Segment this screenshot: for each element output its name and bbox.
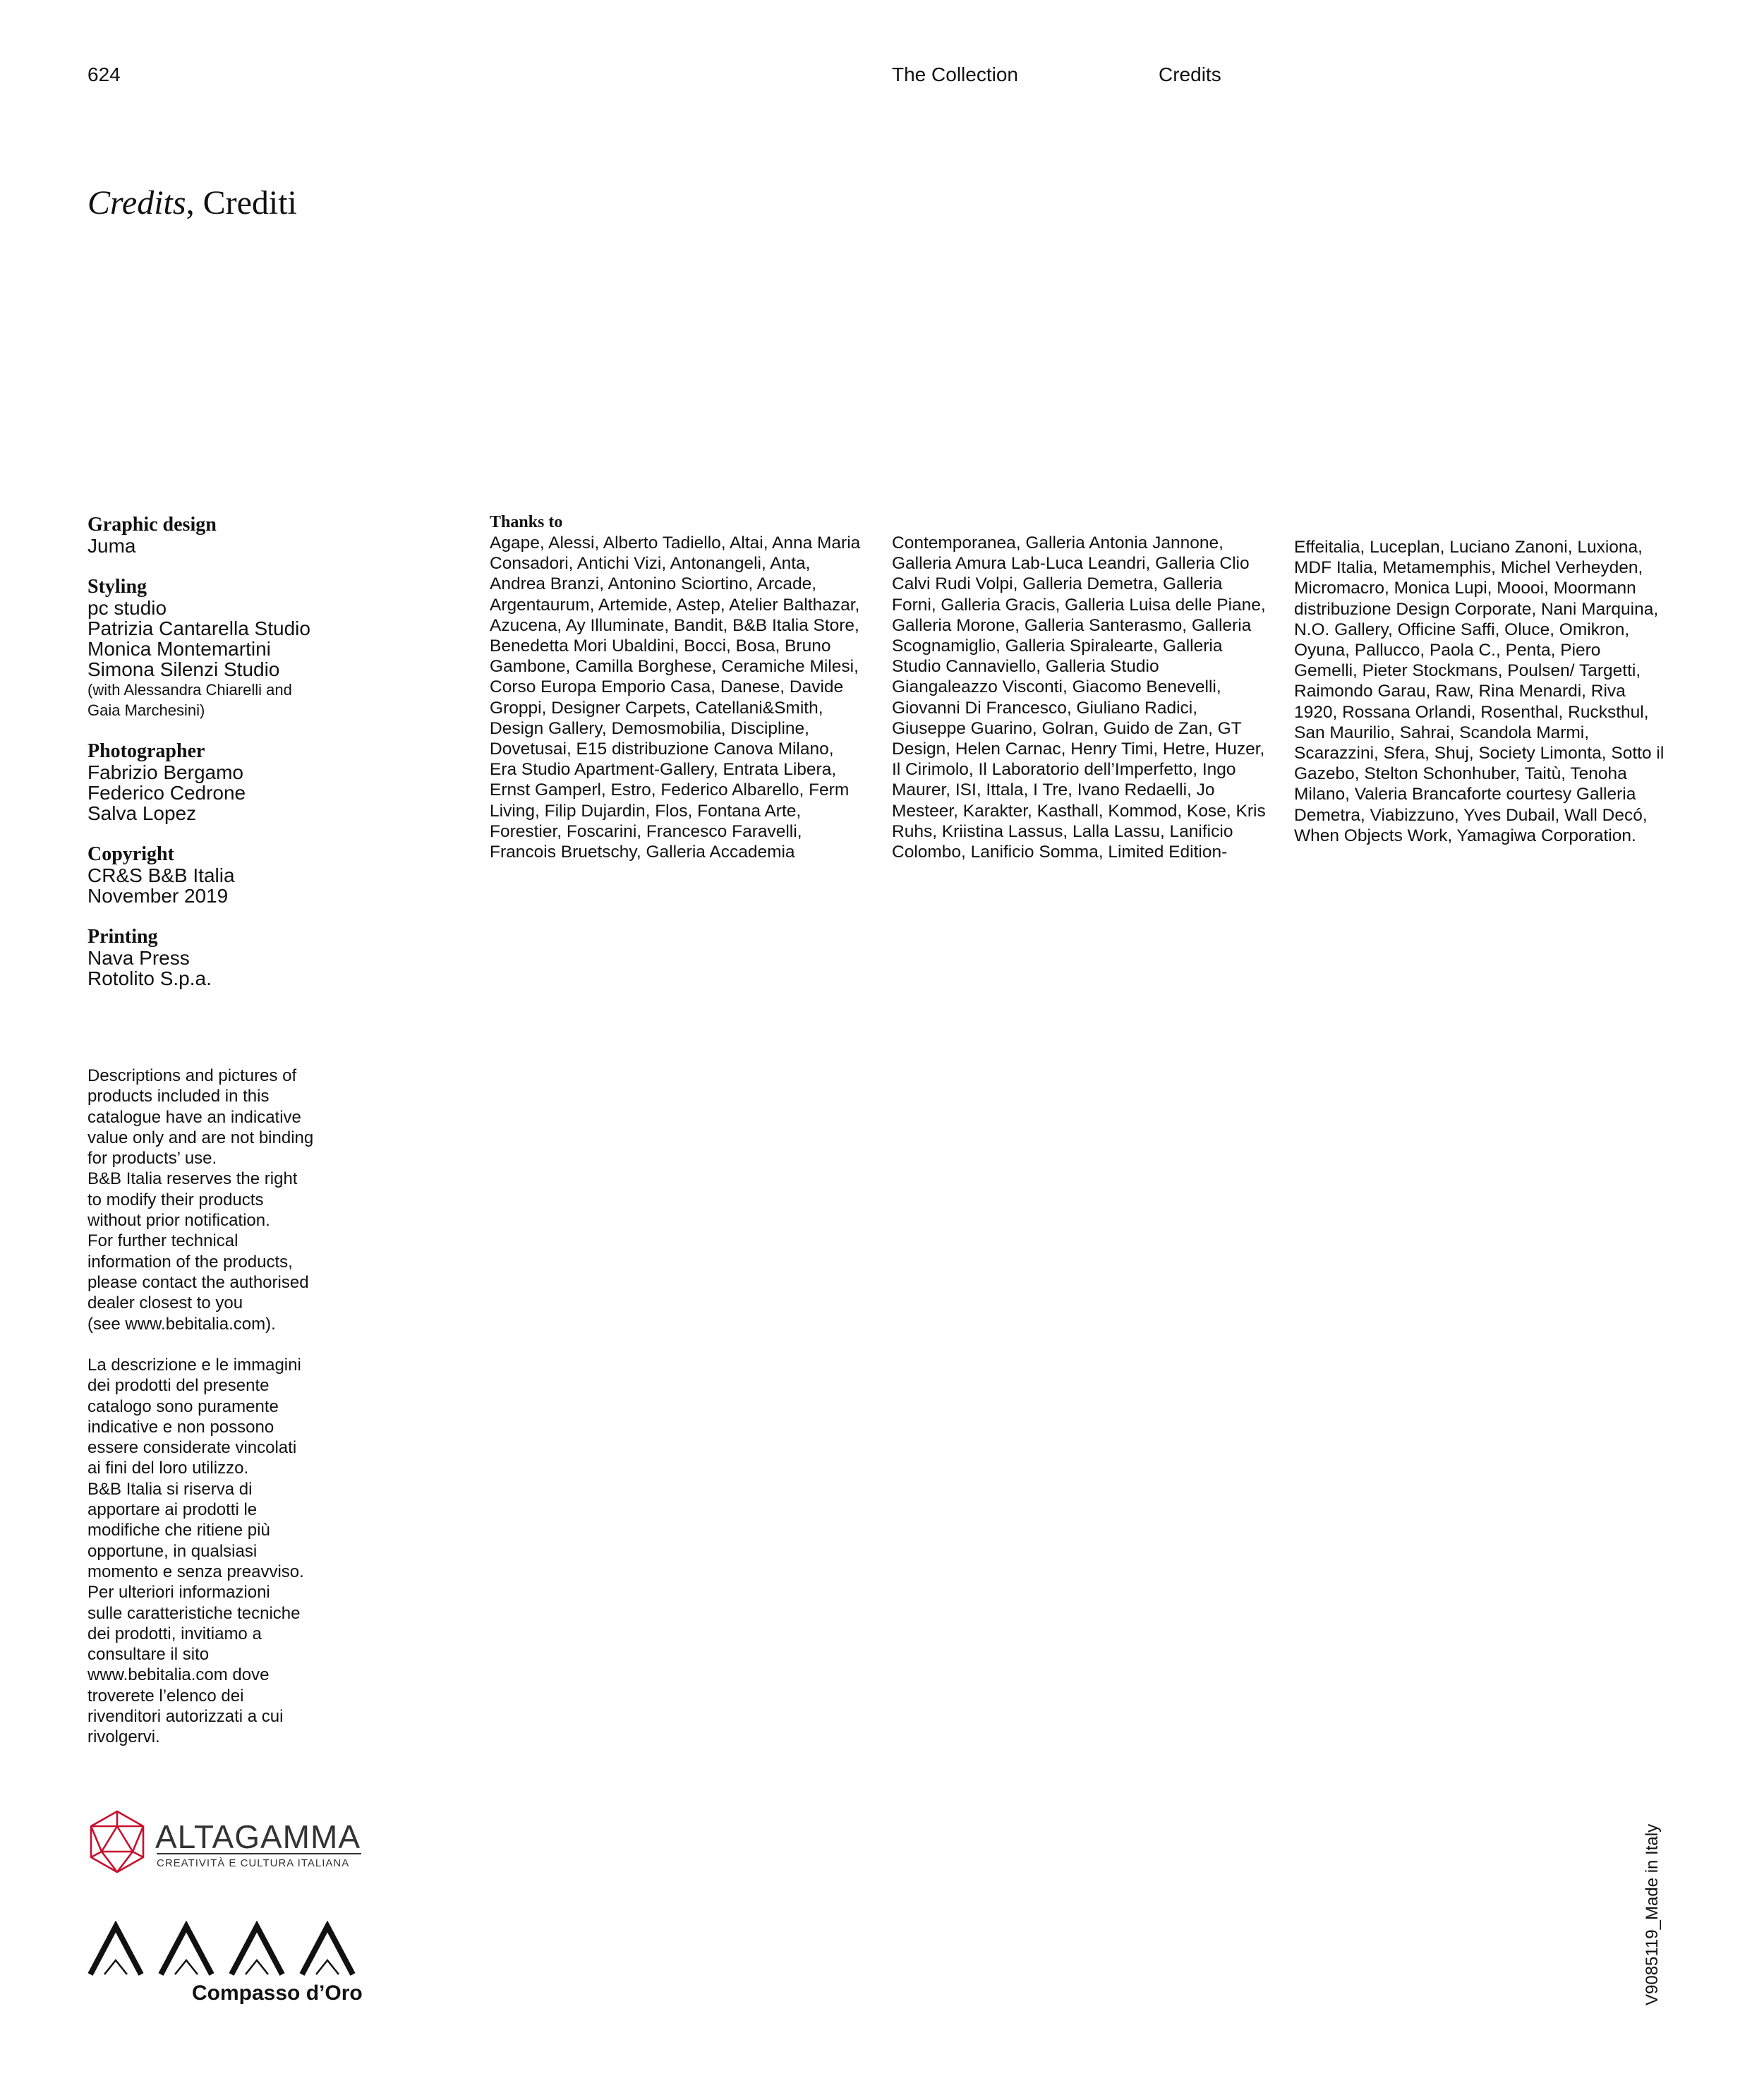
- page-title-italic: Credits: [87, 184, 186, 222]
- altagamma-name: ALTAGAMMA: [155, 1818, 361, 1855]
- thanks-text-1: Agape, Alessi, Alberto Tadiello, Altai, Anna Maria Consadori, Antichi Vizi, Antonangeli, Anta, Andrea Branzi, Antonino Sciortino, Arcade, Argentaurum, Artemide, Astep, Atelier Balthazar, Azucena, Ay Illuminate, Bandit, B&B Italia Store, Benedetta Mori Ubaldini, Bocci, Bosa, Bruno Gambone, Camilla Borghese, Ceramiche Milesi, Corso Europa Emporio Casa, Danese, Davide Groppi, Designer Carpets, Catellani&Smith, Design Gallery, Demosmobilia, Discipline, Dovetusai, E15 distribuzione Canova Milano, Era Studio Apartment-Gallery, Entrata Libera, Ernst Gamperl, Estro, Federico Albarello, Ferm Living, Filip Dujardin, Flos, Fontana Arte, Forestier, Foscarini, Francesco Faravelli, Francois Bruetschy, Galleria Accademia: [490, 533, 861, 862]
- credit-note: Gaia Marchesini): [87, 701, 205, 719]
- credit-printing: [87, 927, 412, 989]
- credit-value: pc studio: [87, 597, 167, 619]
- credit-photographer: [87, 741, 412, 823]
- credit-note: (with Alessandra Chiarelli and: [87, 681, 292, 699]
- product-code: V9085119_Made in Italy: [1643, 1823, 1662, 2005]
- credit-value: Patrizia Cantarella Studio: [87, 617, 310, 639]
- altagamma-divider: [157, 1853, 361, 1854]
- disclaimer-english: Descriptions and pictures of products included in this catalogue have an indicative value only and are not binding for products’ use. B&B Italia reserves the right to modify their products without prior notification. For further technical information of the products, please contact the authorised dealer closest to you (see www.bebitalia.com).: [87, 1066, 314, 1334]
- credit-value: Fabrizio Bergamo: [87, 761, 243, 783]
- page-title-regular: , Crediti: [186, 184, 297, 222]
- credit-value: Simona Silenzi Studio: [87, 658, 280, 680]
- credit-styling: [87, 577, 412, 720]
- credit-value: Federico Cedrone: [87, 782, 246, 804]
- credit-label: Printing: [87, 926, 158, 948]
- credit-graphic-design: [87, 514, 412, 556]
- credit-value: November 2019: [87, 885, 229, 907]
- altagamma-tagline: CREATIVITÀ E CULTURA ITALIANA: [157, 1857, 350, 1869]
- compasso-doro-text: Compasso d’Oro: [192, 1981, 363, 2005]
- credit-value: CR&S B&B Italia: [87, 864, 235, 886]
- section-title: The Collection: [892, 64, 1018, 85]
- credit-copyright: [87, 844, 412, 906]
- thanks-column-1: [490, 512, 864, 862]
- credit-value: Juma: [87, 535, 136, 557]
- compasso-doro-logo: [87, 1921, 370, 2005]
- credit-value: Nava Press: [87, 947, 190, 969]
- thanks-text-2: Contemporanea, Galleria Antonia Jannone, Galleria Amura Lab-Luca Leandri, Galleria Clio Calvi Rudi Volpi, Galleria Demetra, Galleria Forni, Galleria Gracis, Galleria Luisa delle Piane, Galleria Morone, Galleria Santerasmo, Galleria Scognamiglio, Galleria Spiralearte, Galleria Studio Cannaviello, Galleria Studio Giangaleazzo Visconti, Giacomo Benevelli, Giovanni Di Francesco, Giuliano Radici, Giuseppe Guarino, Golran, Guido de Zan, GT Design, Helen Carnac, Henry Timi, Hetre, Huzer, Il Cirimolo, Il Laboratorio dell’Imperfetto, Ingo Maurer, ISI, Ittala, I Tre, Ivano Redaelli, Jo Mesteer, Karakter, Kasthall, Kommod, Kose, Kris Ruhs, Kriistina Lassus, Lalla Lassu, Lanificio Colombo, Lanificio Somma, Limited Edition-: [892, 533, 1266, 862]
- credit-value: Monica Montemartini: [87, 638, 271, 660]
- credit-value: Rotolito S.p.a.: [87, 967, 212, 989]
- altagamma-logo: [87, 1809, 370, 1874]
- page-number: 624: [87, 64, 121, 85]
- altagamma-icosahedron-icon: [87, 1809, 147, 1874]
- compasso-doro-mark-icon: [87, 1921, 363, 1977]
- thanks-label: Thanks to: [490, 513, 563, 531]
- credit-label: Copyright: [87, 843, 174, 865]
- credit-label: Photographer: [87, 740, 205, 762]
- disclaimer-italian: La descrizione e le immagini dei prodotti del presente catalogo sono puramente indicative e non possono essere considerate vincolati ai fini del loro utilizzo. B&B Italia si riserva di apportare ai prodotti le modifiche che ritiene più opportune, in qualsiasi momento e senza preavviso. Per ulteriori informazioni sulle caratteristiche tecniche dei prodotti, invitiamo a consultare il sito www.bebitalia.com dove troverete l’elenco dei rivenditori autorizzati a cui rivolgervi.: [87, 1356, 304, 1747]
- subsection-title: Credits: [1159, 64, 1221, 85]
- page-title: [87, 182, 297, 224]
- credits-column: [87, 514, 412, 1009]
- credit-label: Styling: [87, 576, 147, 598]
- thanks-text-3: Effeitalia, Luceplan, Luciano Zanoni, Luxiona, MDF Italia, Metamemphis, Michel Verheyden, Micromacro, Monica Lupi, Moooi, Moormann distribuzione Design Corporate, Nani Marquina, N.O. Gallery, Officine Saffi, Oluce, Omikron, Oyuna, Pallucco, Paola C., Penta, Piero Gemelli, Pieter Stockmans, Poulsen/ Targetti, Raimondo Garau, Raw, Rina Menardi, Riva 1920, Rossana Orlandi, Rosenthal, Rucksthul, San Maurilio, Sahrai, Scandola Marmi, Scarazzini, Sfera, Shuj, Society Limonta, Sotto il Gazebo, Stelton Schonhuber, Taitù, Tenoha Milano, Valeria Brancaforte courtesy Galleria Demetra, Viabizzuno, Yves Dubail, Wall Decó, When Objects Work, Yamagiwa Corporation.: [1294, 538, 1665, 845]
- credit-value: Salva Lopez: [87, 802, 197, 824]
- credit-label: Graphic design: [87, 514, 217, 536]
